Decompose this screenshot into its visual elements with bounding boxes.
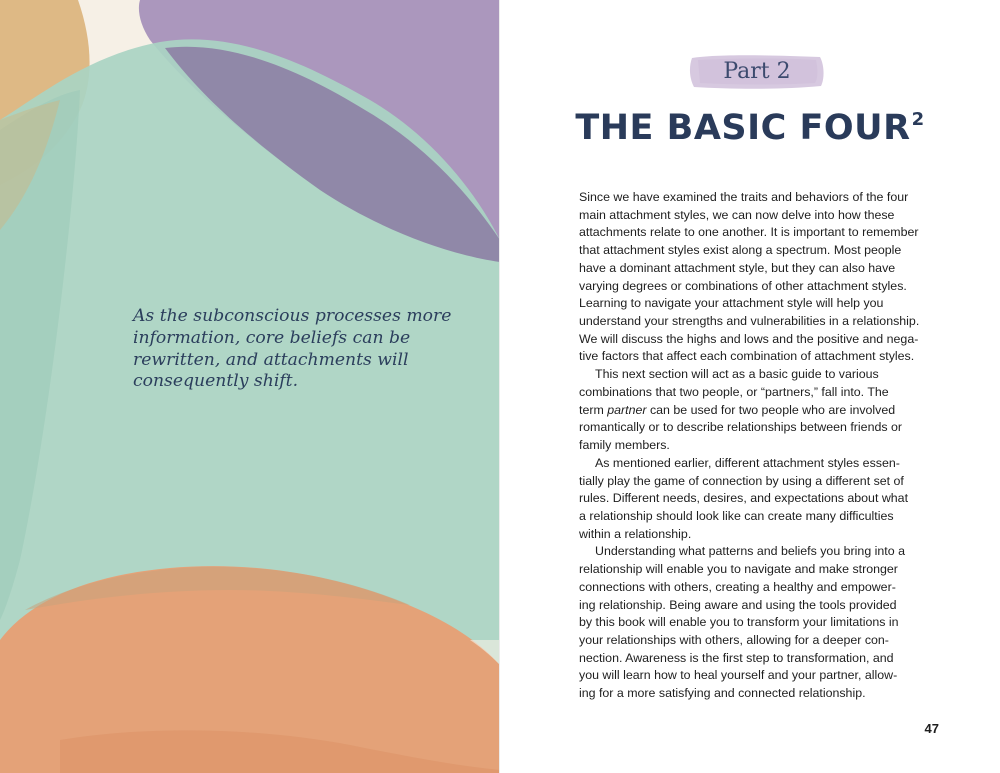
text-fragment: can be used for two people who are involved: [646, 402, 896, 417]
text-line: combinations that two people, or “partners,” fall into. The: [579, 384, 889, 399]
text-line: Understanding what patterns and beliefs you bring into a: [595, 544, 905, 559]
chapter-title: [500, 108, 1000, 148]
text-line: your relationships with others, allowing for a deeper con-: [579, 632, 889, 647]
text-line: As mentioned earlier, different attachment styles essen-: [595, 455, 900, 470]
text-line-with-italic: [579, 402, 949, 420]
text-line: main attachment styles, we can now delve into how these: [579, 207, 895, 222]
text-line: understand your strengths and vulnerabilities in a relationship.: [579, 314, 920, 329]
page-number: 47: [924, 721, 939, 736]
part-heading: [688, 52, 826, 92]
text-line: by this book will enable you to transform your limitations in: [579, 615, 899, 630]
text-line: family members.: [579, 438, 670, 453]
quote-line: As the subconscious processes more: [133, 306, 452, 326]
text-line: have a dominant attachment style, but they can also have: [579, 260, 896, 275]
quote-line: rewritten, and attachments will: [133, 349, 409, 370]
right-page-text: [500, 0, 1000, 773]
text-fragment: term: [579, 402, 608, 417]
text-line: that attachment styles exist along a spectrum. Most people: [579, 243, 902, 258]
part-label: Part 2: [723, 59, 791, 84]
text-line: Learning to navigate your attachment style will help you: [579, 296, 884, 311]
text-line: a relationship should look like can create many difficulties: [579, 508, 894, 523]
text-line: connections with others, creating a healthy and empower-: [579, 579, 896, 594]
quote-line: consequently shift.: [133, 371, 299, 392]
text-line: This next section will act as a basic guide to various: [595, 367, 879, 382]
text-line: ing relationship. Being aware and using the tools provided: [579, 597, 897, 612]
footnote-marker: 2: [911, 109, 925, 130]
italic-term: partner: [607, 402, 647, 417]
text-line: nection. Awareness is the first step to transformation, and: [579, 650, 894, 665]
text-line: tive factors that affect each combination of attachment styles.: [579, 349, 915, 364]
text-line: varying degrees or combinations of other attachment styles.: [579, 278, 907, 293]
text-line: you will learn how to heal yourself and your partner, allow-: [579, 668, 898, 683]
text-line: relationship will enable you to navigate and make stronger: [579, 562, 898, 577]
text-line: ing for a more satisfying and connected relationship.: [579, 686, 866, 701]
text-line: romantically or to describe relationships between friends or: [579, 420, 903, 435]
body-text: [579, 189, 949, 703]
text-line: rules. Different needs, desires, and expectations about what: [579, 491, 909, 506]
text-line: within a relationship.: [579, 526, 692, 541]
quote-line: information, core beliefs can be: [133, 327, 411, 348]
text-line: tially play the game of connection by using a different set of: [579, 473, 904, 488]
text-line: We will discuss the highs and lows and the positive and nega-: [579, 331, 919, 346]
text-line: attachments relate to one another. It is important to remember: [579, 225, 919, 240]
text-line: Since we have examined the traits and behaviors of the four: [579, 190, 909, 204]
pull-quote: [133, 306, 452, 393]
chapter-title-text: THE BASIC FOUR: [575, 108, 911, 148]
